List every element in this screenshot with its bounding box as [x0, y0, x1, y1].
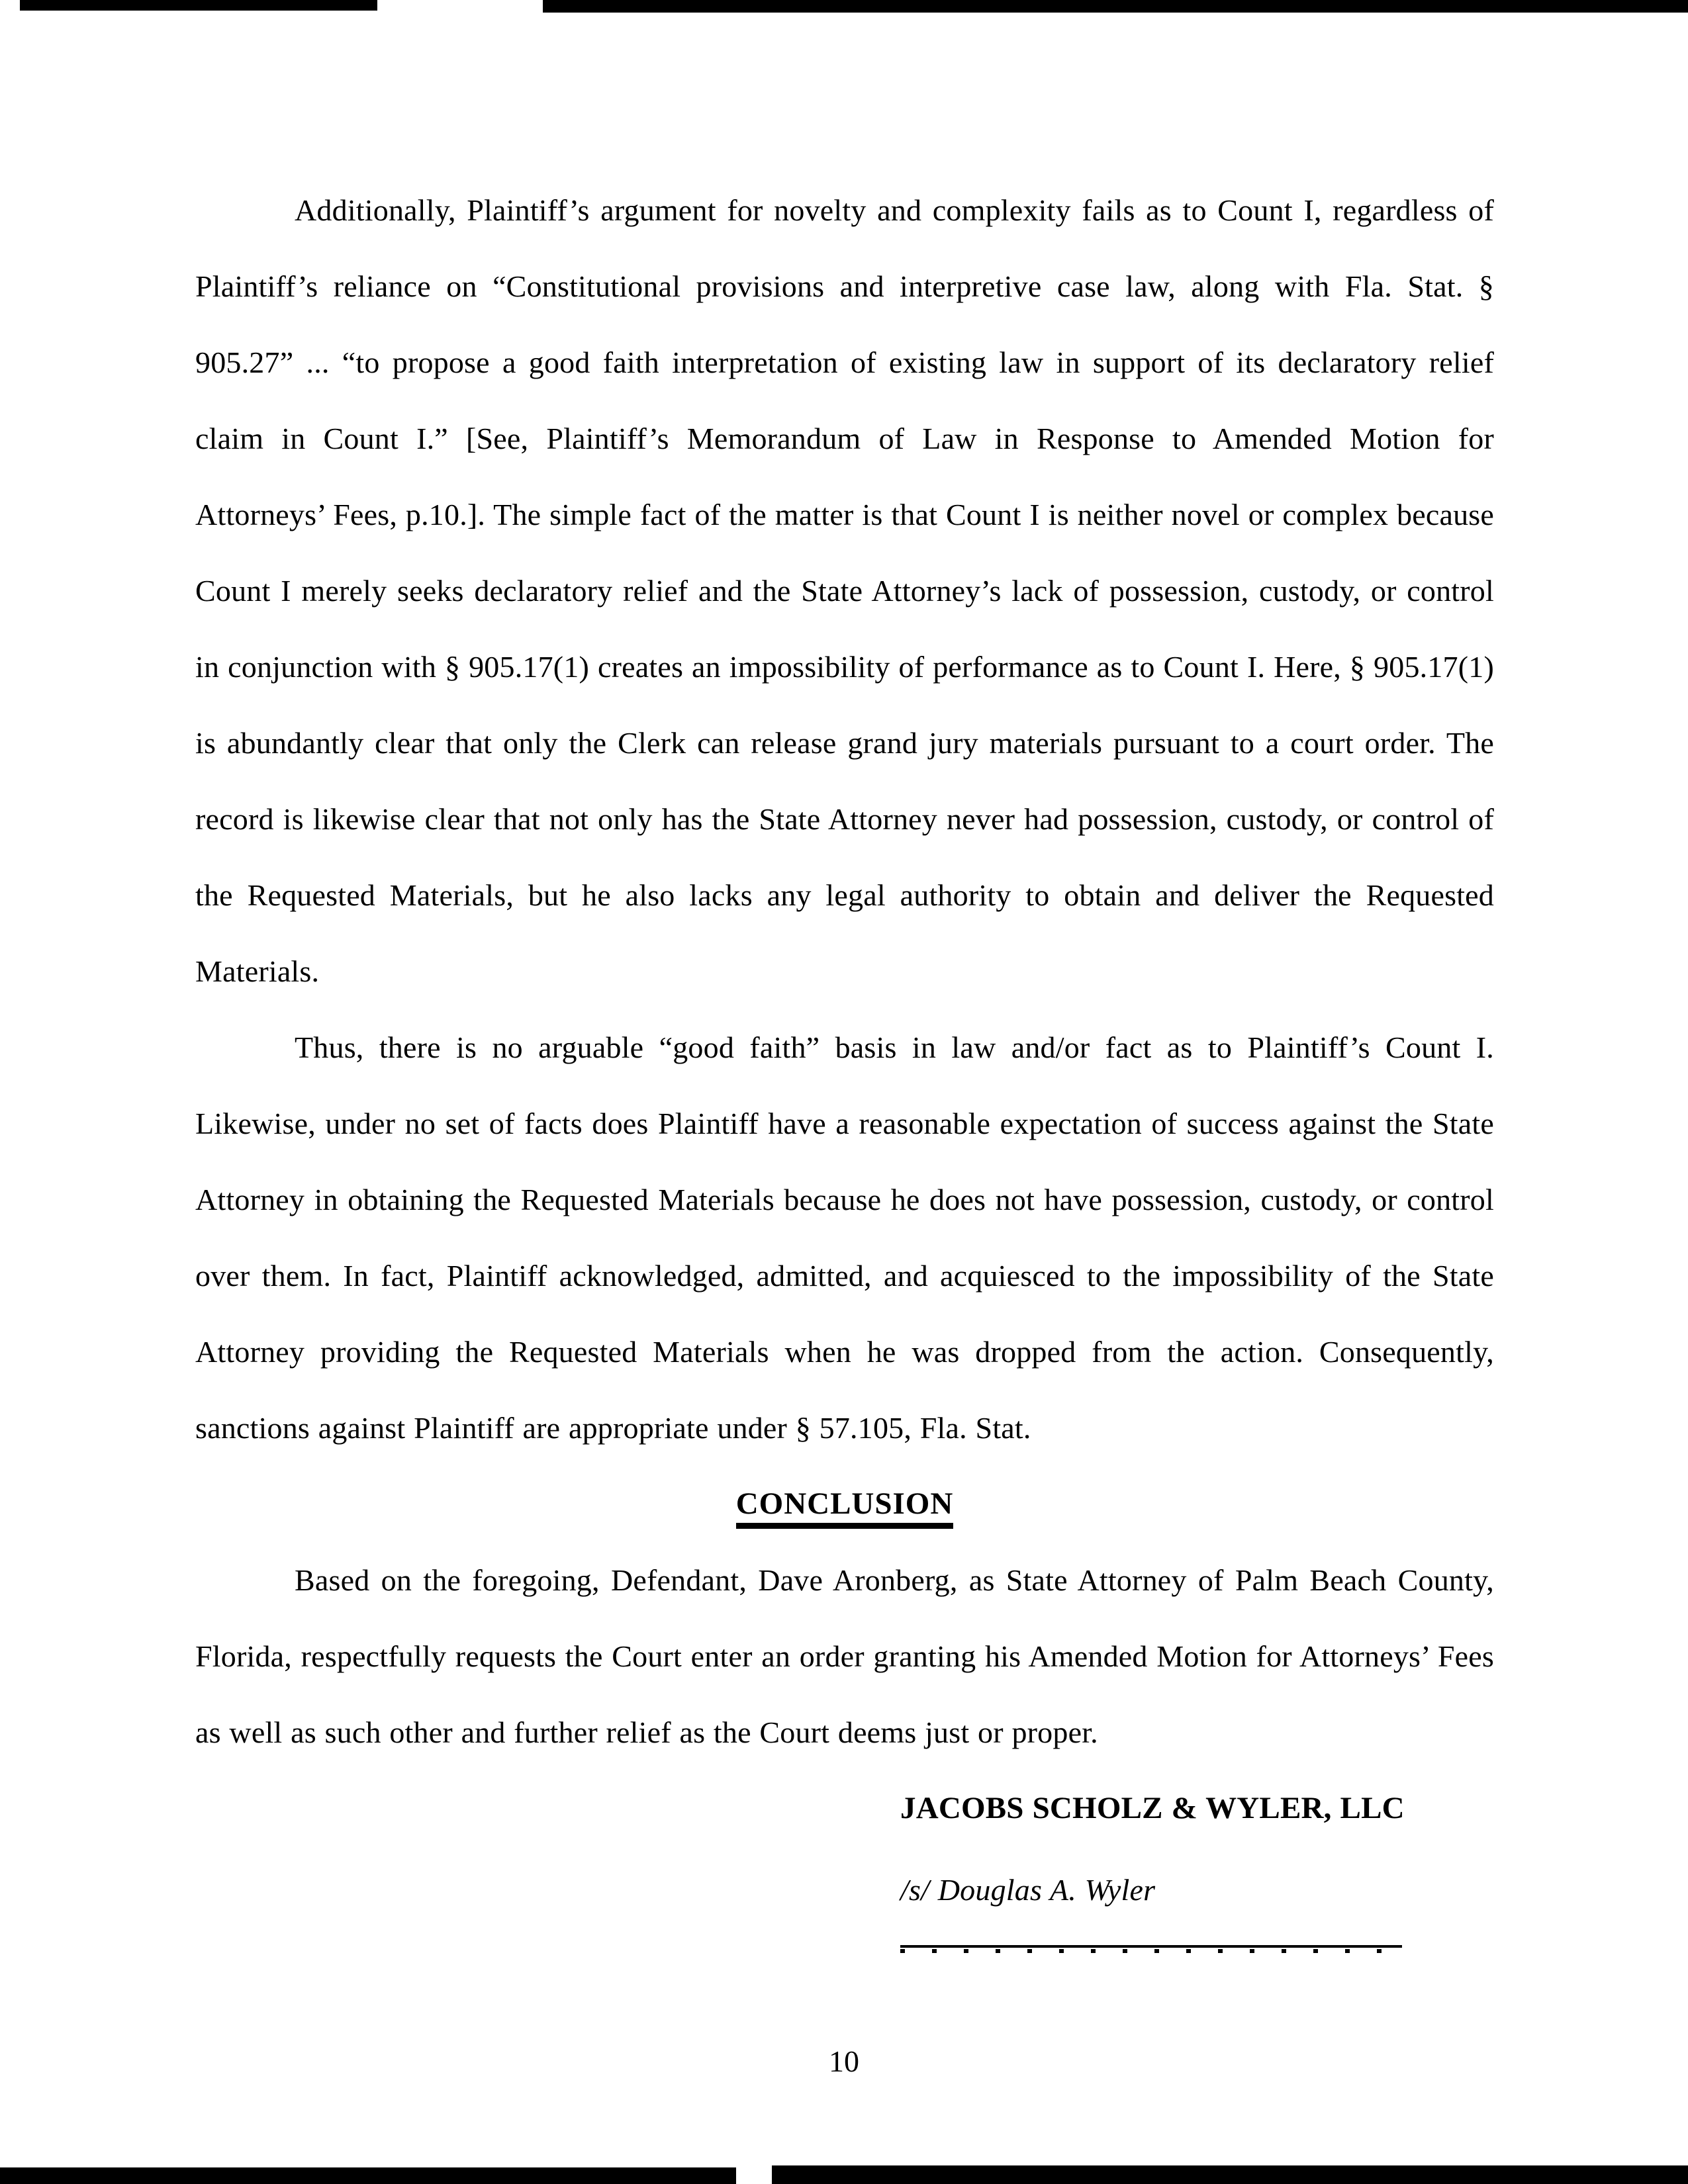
signature-line: [900, 1945, 1402, 1953]
law-firm-name: JACOBS SCHOLZ & WYLER, LLC: [900, 1791, 1405, 1825]
body-paragraph-1: Additionally, Plaintiff’s argument for novelty and complexity fails as to Count I, regardless of Plaintiff’s reliance on “Constitutional provisions and interpretive case law, along with Fla. Stat. § 905.27” ... “to propose a good faith interpretation of existing law in support of its declaratory relief claim in Count I.” [See, Plaintiff’s Memorandum of Law in Response to Amended Motion for Attorneys’ Fees, p.10.]. The simple fact of the matter is that Count I is neither novel or complex because Count I merely seeks declaratory relief and the State Attorney’s lack of possession, custody, or control in conjunction with § 905.17(1) creates an impossibility of performance as to Count I. Here, § 905.17(1) is abundantly clear that only the Clerk can release grand jury materials pursuant to a court order. The record is likewise clear that not only has the State Attorney never had possession, custody, or control of the Requested Materials, but he also lacks any legal authority to obtain and deliver the Requested Materials.: [195, 193, 1494, 988]
signature-line-ticks: [900, 1949, 1402, 1953]
scan-artifact-top-left: [20, 0, 377, 11]
document-body: [195, 172, 1494, 1953]
page-number: 10: [829, 2044, 859, 2078]
conclusion-paragraph: Based on the foregoing, Defendant, Dave Aronberg, as State Attorney of Palm Beach County, Florida, respectfully requests the Court enter an order granting his Amended Motion for Attorneys’ Fees as well as such other and further relief as the Court deems just or proper.: [195, 1563, 1494, 1749]
scan-artifact-top-right: [543, 0, 1688, 13]
scan-artifact-bottom-right: [772, 2165, 1688, 2184]
electronic-signature: /s/ Douglas A. Wyler: [900, 1873, 1156, 1907]
body-paragraph-2: Thus, there is no arguable “good faith” basis in law and/or fact as to Plaintiff’s Count I. Likewise, under no set of facts does Plaintiff have a reasonable expectation of success against the State Attorney in obtaining the Requested Materials because he does not have possession, custody, or control over them. In fact, Plaintiff acknowledged, admitted, and acquiesced to the impossibility of the State Attorney providing the Requested Materials when he was dropped from the action. Consequently, sanctions against Plaintiff are appropriate under § 57.105, Fla. Stat.: [195, 1030, 1494, 1445]
conclusion-heading: [195, 1466, 1494, 1542]
conclusion-heading-text: CONCLUSION: [736, 1486, 954, 1529]
scan-artifact-bottom-left: [0, 2167, 736, 2184]
signature-block: [900, 1770, 1494, 1953]
